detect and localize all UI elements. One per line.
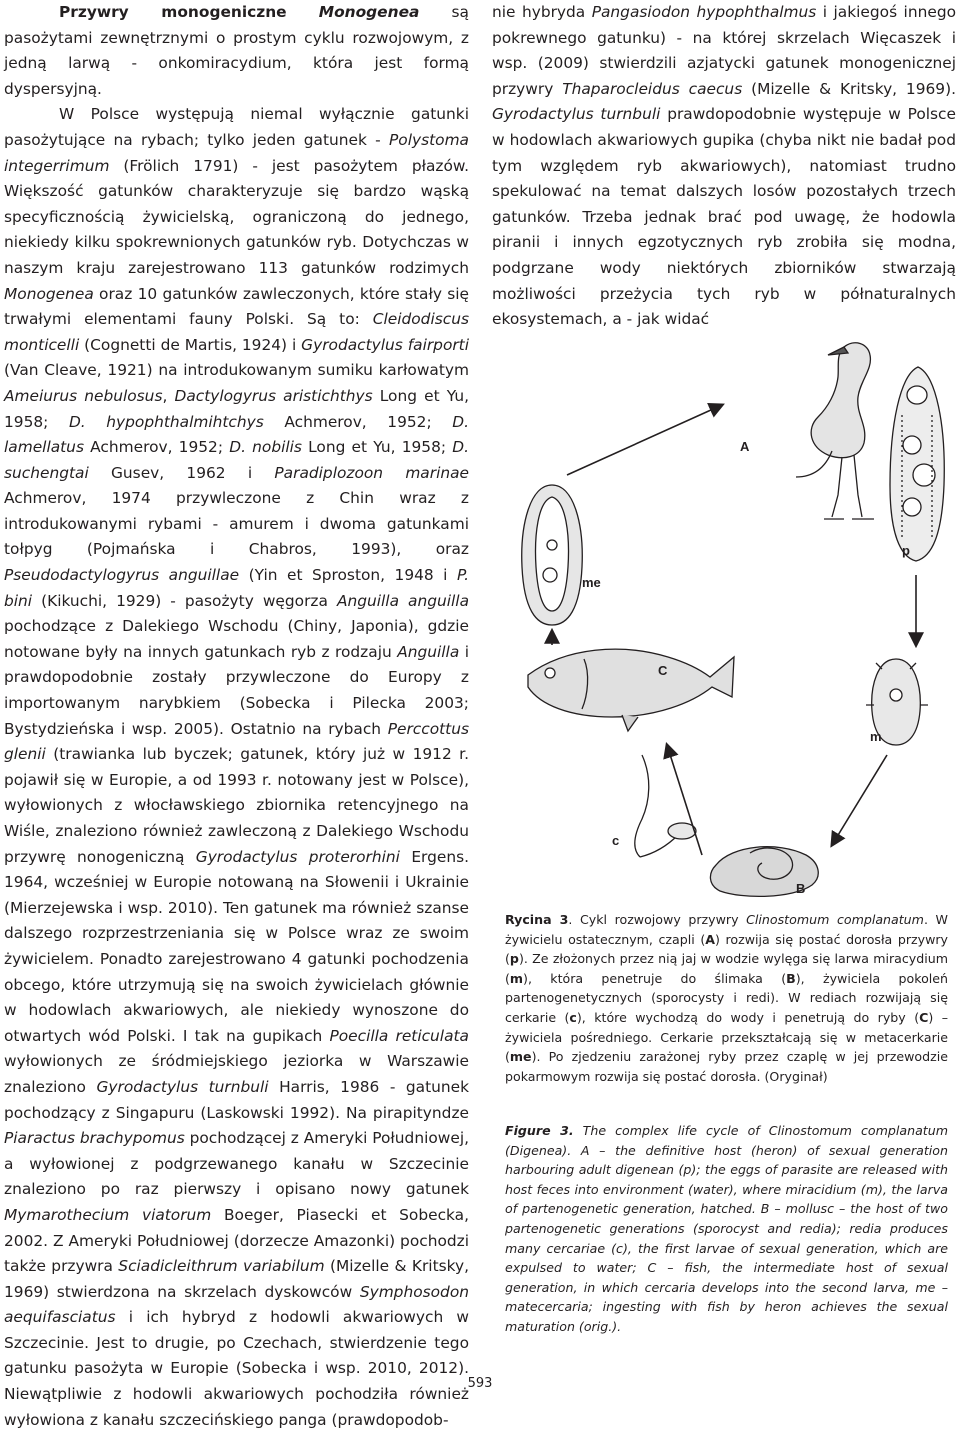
label-B: B bbox=[796, 881, 806, 896]
adult-fluke-drawing bbox=[890, 367, 944, 561]
life-cycle-illustration bbox=[492, 325, 960, 905]
paragraph-intro: Przywry monogeniczne Monogenea są pasożytami zewnętrznymi o prostym cyklu rozwojowym, z jedną larwą - onkomiracydium, która jest formą dyspersyjną. bbox=[4, 3, 469, 98]
cycle-arrows bbox=[552, 405, 916, 855]
life-cycle-figure bbox=[492, 325, 960, 905]
label-p: p bbox=[902, 543, 910, 558]
paragraph-continued: nie hybryda Pangasiodon hypophthalmus i jakiegoś innego pokrewnego gatunku) - na której skrzelach Więcaszek i wsp. (2009) stwierdzili azjatycki gatunek monogenicznej przywry Thaparocleidus caecus (Mizelle & Kritsky, 1969). Gyrodactylus turnbuli prawdopodobnie występuje w Polsce w hodowlach akwariowych gupika (chyba nikt nie badał pod tym względem ryb akwariowych), natomiast trudno spekulować na temat dalszych losów pozostałych trzech gatunków. Trzeba jednak brać pod uwagę, że hodowla piranii i innych egzotycznych ryb zrobiła się modna, podgrzane wody niektórych zbiorników stwarzają możliwości przeżycia tych ryb w półnaturalnych ekosystemach, a - jak widać bbox=[492, 3, 957, 329]
figure-caption-polish: Rycina 3. Cykl rozwojowy przywry Clinostomum complanatum. W żywicielu ostatecznym, czapli (A) rozwija się postać dorosła przywry (p). Ze złożonych przez nią jaj w wodzie wylęga się larwa miracydium (m), która penetruje do ślimaka (B), żywiciela pokoleń partenogenetycznych (sporocysty i redi). W rediach rozwijają się cerkarie (c), które wychodzą do wody i penetrują do ryby (C) – żywiciela pośredniego. Cerkarie przekształcają się w metacerkarie (me). Po zjedzeniu zarażonej ryby przez czaplę w jej przewodzie pokarmowym rozwija się postać dorosła. (Oryginał) bbox=[505, 912, 949, 1084]
left-column bbox=[4, 0, 469, 1433]
label-C: C bbox=[658, 663, 668, 678]
right-column bbox=[492, 0, 956, 333]
label-c: c bbox=[612, 833, 620, 848]
metacercaria-drawing bbox=[522, 485, 583, 625]
label-me: me bbox=[582, 575, 601, 590]
heron-drawing bbox=[796, 343, 874, 519]
page-number: 593 bbox=[467, 1376, 493, 1391]
figure-caption-english: Figure 3. The complex life cycle of Clinostomum complanatum (Digenea). A – the definitive host (heron) of sexual generation harbouring adult digenean (p); the eggs of parasite are released with host feces into environment (water), where miracidium (m), the larva of partenogenetic generation, hatched. B – mollusc – the host of two partenogenetic generations (sporocyst and redia); redia produces many cercariae (c), the first larvae of sexual generation, which are expulsed to water; C – fish, the intermediate host of sexual generation, in which cercaria develops into the second larva, me – matecercaria; ingesting with fish by heron achieves the sexual maturation (orig.). bbox=[505, 1123, 948, 1334]
label-A: A bbox=[740, 439, 750, 454]
label-m: m bbox=[870, 729, 882, 744]
paragraph-main: W Polsce występują niemal wyłącznie gatunki pasożytujące na rybach; tylko jeden gatunek - Polystoma integerrimum (Frölich 1791) - jest pasożytem płazów. Większość gatunków charakteryzuje się bardzo wąską specyficznością żywicielską, ograniczoną do jednego, niekiedy kilku spokrewnionych gatunków ryb. Dotychczas w naszym kraju zarejestrowano 113 gatunków rodzimych Monogenea oraz 10 gatunków zawleczonych, które stały się trwałymi elementami fauny Polski. Są to: Cleidodiscus monticelli (Cognetti de Martis, 1924) i Gyrodactylus fairporti (Van Cleave, 1921) na introdukowanym sumiku karłowatym Ameiurus nebulosus, Dactylogyrus aristichthys Long et Yu, 1958; D. hypophthalmihtchys Achmerov, 1952; D. lamellatus Achmerov, 1952; D. nobilis Long et Yu, 1958; D. suchengtai Gusev, 1962 i Paradiplozoon marinae Achmerov, 1974 przywleczone z Chin wraz z introdukowanymi rybami - amurem i dwoma gatunkami tołpyg (Pojmańska i Chabros, 1993), oraz Pseudodactylogyrus anguillae (Yin et Sproston, 1948 i P. bini (Kikuchi, 1929) - pasożyty węgorza Anguilla anguilla pochodzące z Dalekiego Wschodu (Chiny, Japonia), gdzie notowane były na innych gatunkach ryb z rodzaju Anguilla i prawdopodobnie zostały przywleczone do Europy z importowanym narybkiem (Sobecka i Pilecka 2003; Bystydzieńska i wsp. 2005). Ostatnio na rybach Perccottus glenii (trawianka lub byczek; gatunek, który już w 1912 r. pojawił się w Europie, a od 1993 r. notowany jest w Polsce), wyłowionych z włocławskiego zbiornika retencyjnego na Wiśle, znaleziono również zawleczoną z Dalekiego Wschodu przywrę nonogeniczną Gyrodactylus proterorhini Ergens. 1964, wcześniej w Europie notowaną na Słowenii i Ukrainie (Mierzejewska i wsp. 2010). Ten gatunek ma również szanse dalszego rozprzestrzeniania się w Polsce wraz ze swoim żywicielem. Ponadto zarejestrowano 4 gatunki pochodzenia obcego, które utrzymują się na swoich żywicielach głównie w hodowlach akwariowych, ale niekiedy wynoszone do otwartych wód Polski. I tak na gupikach Poecilla reticulata wyłowionych ze śródmiejskiego jeziorka w Warszawie znaleziono Gyrodactylus turnbuli Harris, 1986 - gatunek pochodzący z Singapuru (Laskowski 1992). Na pirapityndze Piaractus brachypomus pochodzącej z Ameryki Południowej, a wyłowionej z podgrzewanego kanału w Szczecinie znaleziono po raz pierwszy i opisano nowy gatunek Mymarothecium viatorum Boeger, Piasecki et Sobecka, 2002. Z Ameryki Południowej (dorzecze Amazonki) pochodzi także przywra Sciadicleithrum variabilum (Mizelle & Kritsky, 1969) stwierdzona na skrzelach dyskowców Symphosodon aequifasciatus i ich hybryd z hodowli akwariowych w Szczecinie. Jest to drugie, po Czechach, stwierdzenie tego gatunku pasożyta w Europie (Sobecka i wsp. 2010, 2012). Niewątpliwie z hodowli akwariowych pochodziła również wyłowiona z kanału szczecińskiego panga (prawdopodob- bbox=[4, 105, 470, 1429]
fish-drawing bbox=[528, 649, 734, 731]
